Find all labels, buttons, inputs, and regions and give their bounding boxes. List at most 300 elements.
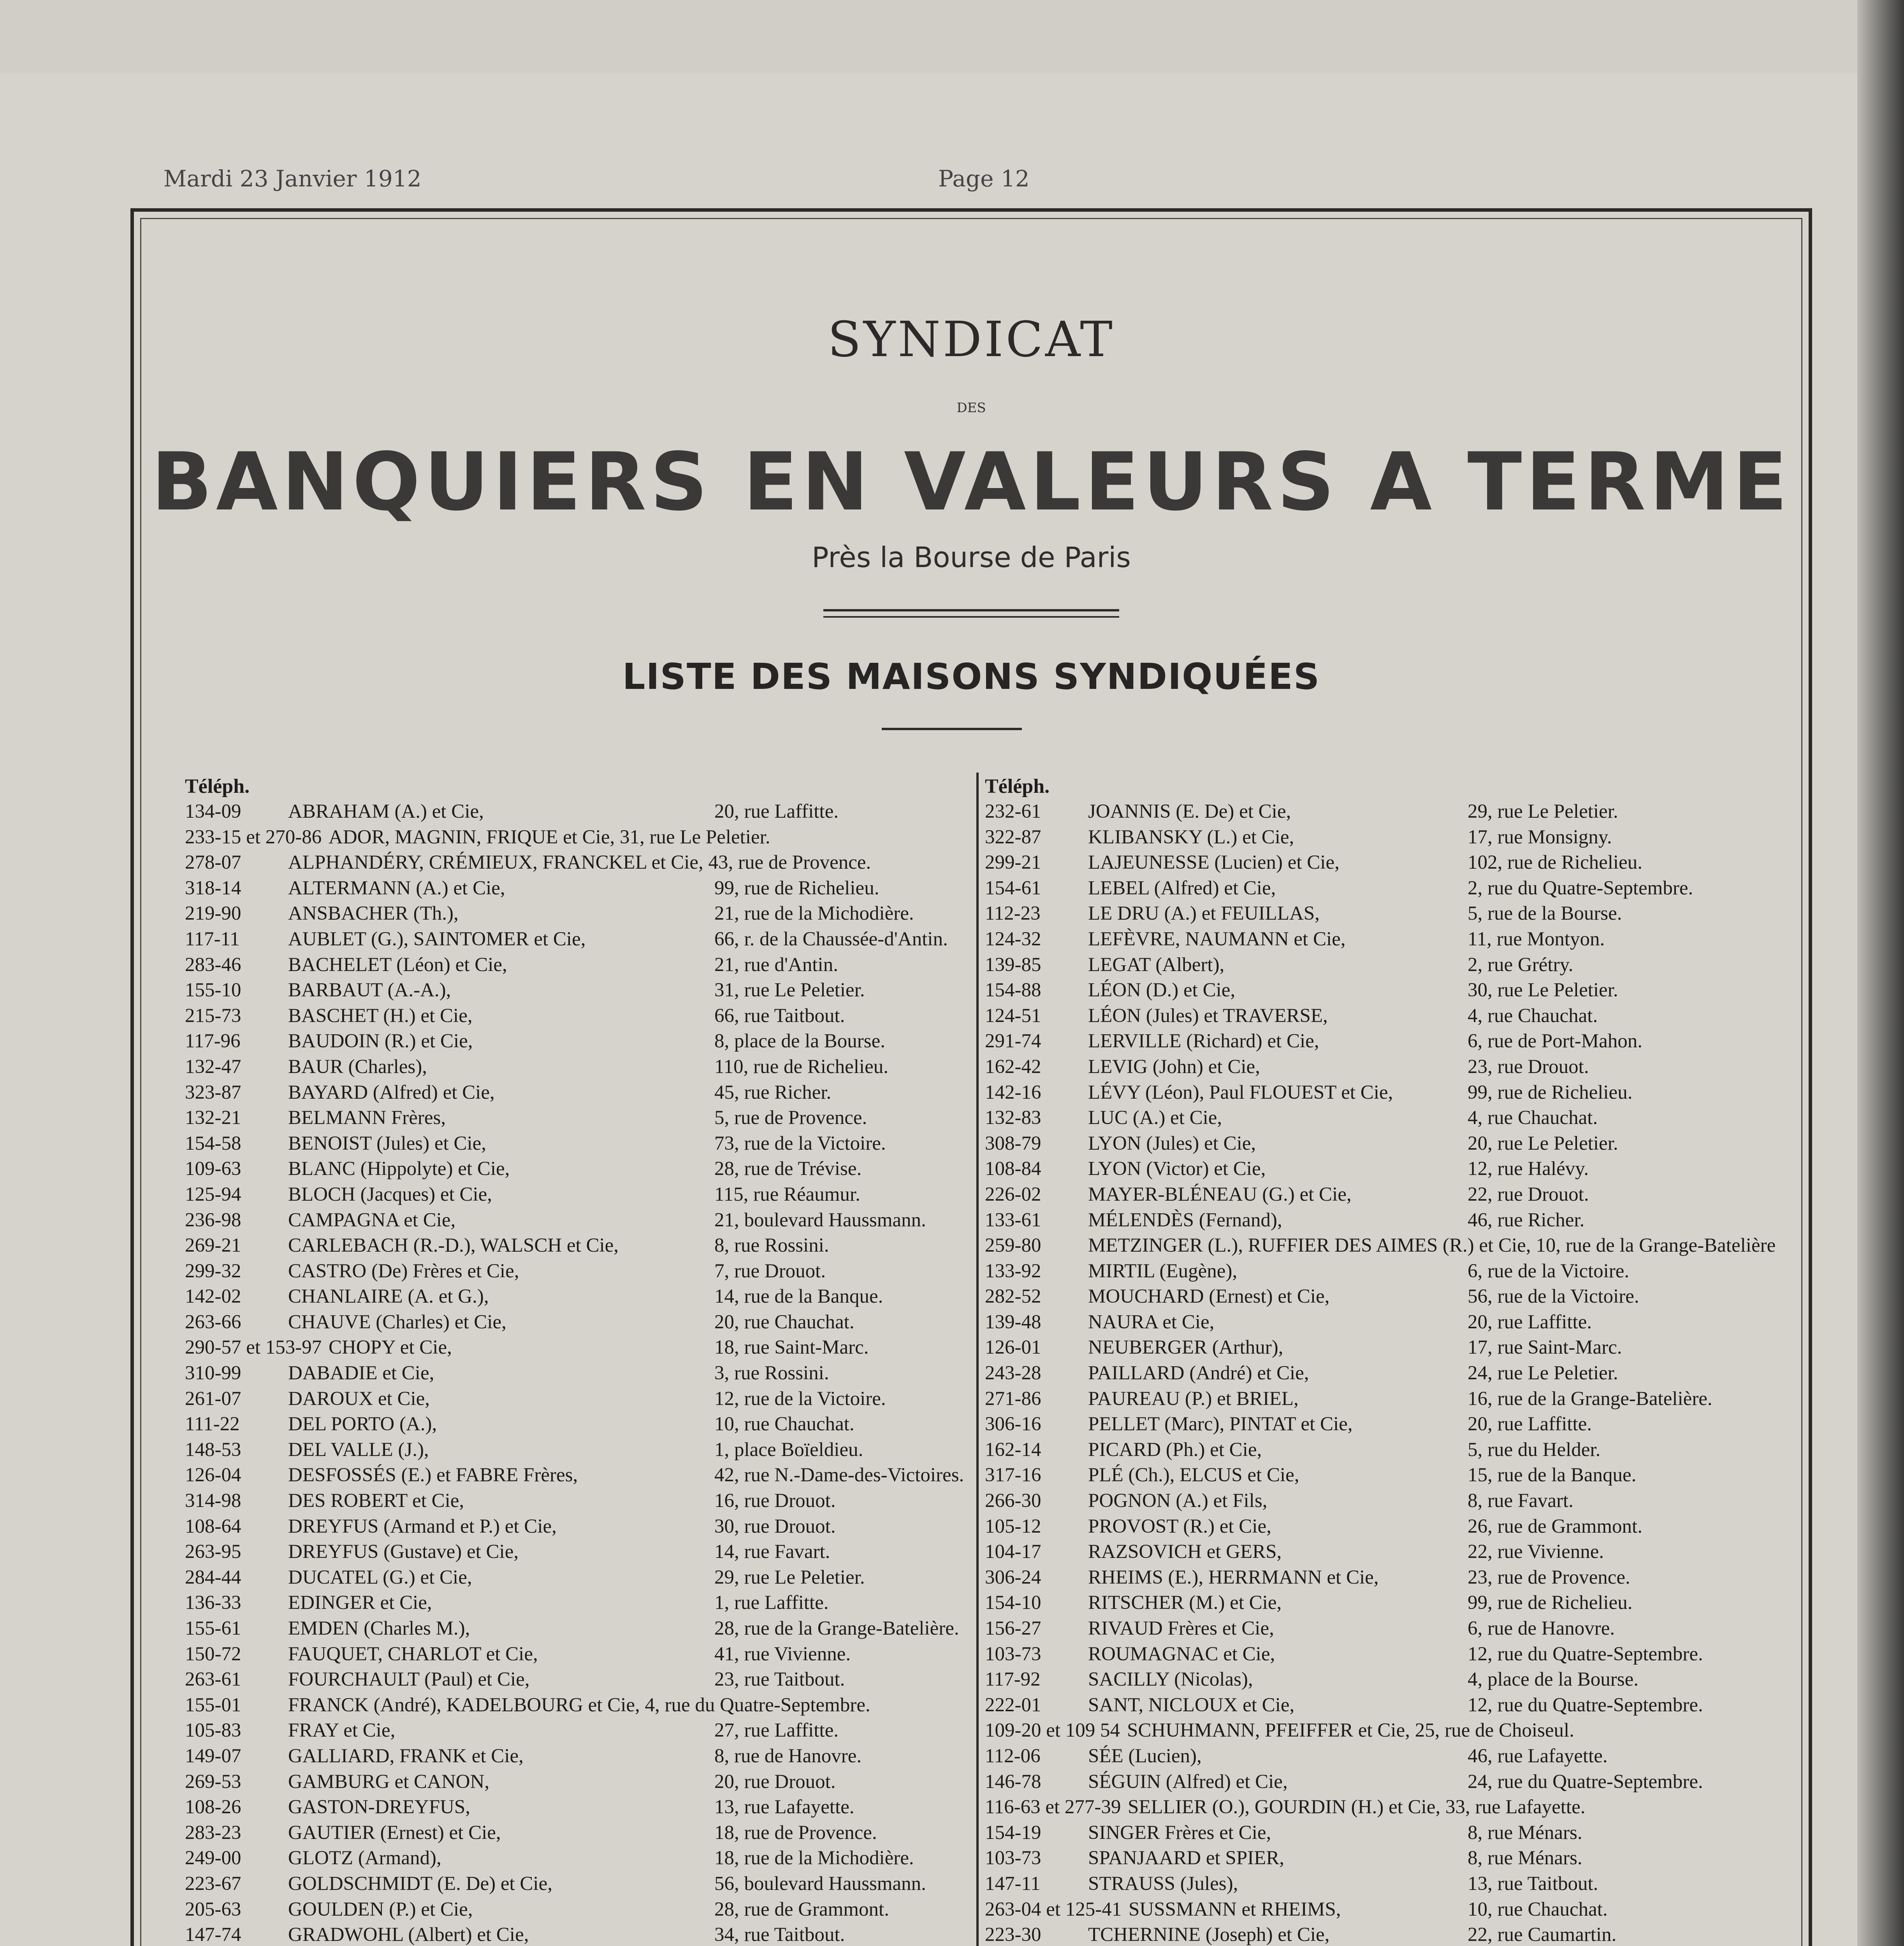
member-row <box>185 1386 886 1412</box>
firm-name: BARBAUT (A.-A.), <box>288 979 451 1001</box>
firm-name: SANT, NICLOUX et Cie, <box>1088 1694 1295 1716</box>
telephone-number: 249-00 <box>185 1847 241 1869</box>
member-row <box>185 978 865 1003</box>
firm-name: LÉON (Jules) et TRAVERSE, <box>1088 1005 1328 1027</box>
firm-address: 27, rue Laffitte. <box>714 1719 839 1742</box>
telephone-number: 284-44 <box>185 1566 241 1588</box>
telephone-number: 117-96 <box>185 1030 241 1052</box>
firm-name: GLOTZ (Armand), <box>288 1847 441 1869</box>
telephone-number: 259-80 <box>985 1235 1041 1257</box>
firm-address: 45, rue Richer. <box>714 1081 832 1103</box>
member-row <box>985 1744 1608 1769</box>
firm-name: EMDEN (Charles M.), <box>288 1618 470 1639</box>
telephone-number: 308-79 <box>985 1132 1041 1154</box>
column-divider <box>976 773 979 1946</box>
firm-name: NAURA et Cie, <box>1088 1311 1215 1333</box>
telephone-number: 136-33 <box>185 1592 241 1614</box>
firm-address: 4, place de la Bourse. <box>1468 1669 1639 1691</box>
telephone-number: 124-51 <box>985 1005 1041 1027</box>
member-row <box>185 1361 829 1386</box>
telephone-number: 263-95 <box>185 1541 241 1563</box>
telephone-number: 271-86 <box>985 1387 1041 1410</box>
telephone-number: 132-21 <box>185 1107 241 1129</box>
firm-name: LUC (A.) et Cie, <box>1088 1107 1222 1129</box>
telephone-number: 103-73 <box>985 1847 1041 1869</box>
member-row <box>185 1131 886 1157</box>
telephone-header: Téléph. <box>985 775 1050 797</box>
member-row <box>985 1335 1622 1361</box>
telephone-number: 109-63 <box>185 1158 241 1180</box>
firm-address: 5, rue de Provence. <box>714 1107 867 1129</box>
telephone-number: 139-85 <box>985 954 1041 976</box>
member-row <box>985 1871 1598 1897</box>
firm-address: 6, rue de Port-Mahon. <box>1468 1030 1642 1052</box>
member-row <box>185 1208 926 1233</box>
telephone-number: 263-04 et 125-41 <box>985 1898 1122 1920</box>
member-row <box>185 1693 870 1718</box>
firm-name: DREYFUS (Armand et P.) et Cie, <box>288 1515 557 1537</box>
telephone-number: 111-22 <box>185 1413 240 1435</box>
firm-address: 17, rue Saint-Marc. <box>1468 1337 1622 1359</box>
firm-name: SPANJAARD et SPIER, <box>1088 1847 1284 1869</box>
member-row <box>185 1310 854 1335</box>
firm-name: KLIBANSKY (L.) et Cie, <box>1088 826 1294 848</box>
firm-name: PLÉ (Ch.), ELCUS et Cie, <box>1088 1464 1299 1486</box>
telephone-number: 299-32 <box>185 1260 241 1282</box>
telephone-number: 318-14 <box>185 877 241 899</box>
telephone-number: 317-16 <box>985 1464 1041 1486</box>
telephone-number: 263-61 <box>185 1669 241 1691</box>
firm-address: 16, rue de la Grange-Batelière. <box>1468 1387 1712 1410</box>
member-row <box>985 1488 1573 1514</box>
firm-address: 30, rue Le Peletier. <box>1468 979 1618 1001</box>
telephone-number: 155-10 <box>185 979 241 1001</box>
firm-address: 3, rue Rossini. <box>714 1362 829 1384</box>
firm-name: BAYARD (Alfred) et Cie, <box>288 1081 495 1103</box>
telephone-number: 149-07 <box>185 1745 241 1767</box>
member-row <box>985 1310 1592 1335</box>
member-row <box>985 1182 1589 1208</box>
page-top-margin <box>0 0 1904 74</box>
member-row <box>185 1335 869 1361</box>
member-row <box>985 1054 1589 1080</box>
telephone-number: 236-98 <box>185 1209 241 1231</box>
telephone-number: 154-88 <box>985 979 1041 1001</box>
telephone-number: 323-87 <box>185 1081 241 1103</box>
firm-address: 23, rue Taitbout. <box>714 1669 845 1691</box>
firm-name: DES ROBERT et Cie, <box>288 1490 464 1512</box>
member-row <box>985 1080 1633 1106</box>
firm-address: 14, rue Favart. <box>714 1541 830 1563</box>
firm-address: 1, rue Laffitte. <box>714 1592 829 1614</box>
firm-name: BASCHET (H.) et Cie, <box>288 1005 473 1027</box>
firm-name: LE DRU (A.) et FEUILLAS, <box>1088 903 1320 925</box>
title-bourse: Près la Bourse de Paris <box>812 541 1131 574</box>
firm-address: 4, rue Chauchat. <box>1468 1107 1598 1129</box>
firm-address: 1, place Boïeldieu. <box>714 1438 863 1461</box>
telephone-number: 269-21 <box>185 1235 241 1257</box>
title-banquiers: BANQUIERS EN VALEURS A TERME <box>151 436 1791 529</box>
firm-name: RHEIMS (E.), HERRMANN et Cie, <box>1088 1566 1379 1588</box>
firm-address: 18, rue de la Michodière. <box>714 1847 914 1869</box>
firm-name: DABADIE et Cie, <box>288 1362 434 1384</box>
telephone-number: 142-16 <box>985 1081 1041 1103</box>
telephone-number: 133-92 <box>985 1260 1041 1282</box>
firm-address: 41, rue Vivienne. <box>714 1643 851 1665</box>
telephone-number: 299-21 <box>985 852 1041 874</box>
member-row <box>185 1820 877 1846</box>
member-row <box>185 1590 829 1616</box>
member-row <box>185 1105 867 1131</box>
telephone-number: 232-61 <box>985 801 1041 822</box>
telephone-number: 148-53 <box>185 1438 241 1461</box>
telephone-number: 215-73 <box>185 1005 241 1027</box>
firm-name: PAILLARD (André) et Cie, <box>1088 1362 1309 1384</box>
member-row <box>185 1233 829 1259</box>
firm-name: DEL VALLE (J.), <box>288 1438 429 1461</box>
header-page-number: Page 12 <box>938 165 1030 192</box>
telephone-number: 156-27 <box>985 1618 1041 1639</box>
member-row <box>985 1565 1630 1591</box>
list-title-rule <box>882 728 1022 730</box>
firm-name: MAYER-BLÉNEAU (G.) et Cie, <box>1088 1183 1352 1205</box>
member-row <box>185 901 914 927</box>
member-row <box>985 1029 1642 1054</box>
member-row <box>185 1003 845 1029</box>
list-title: LISTE DES MAISONS SYNDIQUÉES <box>622 656 1320 697</box>
firm-address: 46, rue Richer. <box>1468 1209 1585 1231</box>
firm-name: DEL PORTO (A.), <box>288 1413 437 1435</box>
telephone-number: 112-23 <box>985 903 1041 925</box>
firm-name: LEGAT (Albert), <box>1088 954 1225 976</box>
firm-address: 56, boulevard Haussmann. <box>714 1872 926 1895</box>
member-row <box>185 1182 860 1208</box>
member-row <box>985 901 1622 927</box>
firm-name: ADOR, MAGNIN, FRIQUE et Cie, 31, rue Le Peletier. <box>329 826 770 848</box>
telephone-number: 150-72 <box>185 1643 241 1665</box>
member-row <box>985 1105 1598 1131</box>
firm-address: 29, rue Le Peletier. <box>1468 801 1618 822</box>
telephone-number: 261-07 <box>185 1387 241 1410</box>
telephone-number: 290-57 et 153-97 <box>185 1337 322 1359</box>
member-row <box>185 876 879 901</box>
firm-address: 28, rue de la Grange-Batelière. <box>714 1618 959 1639</box>
firm-name: METZINGER (L.), RUFFIER DES AIMES (R.) et Cie, 10, rue de la Grange-Batelière <box>1088 1235 1776 1257</box>
telephone-number: 142-02 <box>185 1286 241 1308</box>
telephone-number: 233-15 et 270-86 <box>185 826 322 848</box>
firm-name: POGNON (A.) et Fils, <box>1088 1490 1268 1512</box>
firm-address: 24, rue Le Peletier. <box>1468 1362 1618 1384</box>
firm-name: DAROUX et Cie, <box>288 1387 430 1410</box>
firm-name: STRAUSS (Jules), <box>1088 1872 1238 1895</box>
title-syndicat: SYNDICAT <box>828 311 1115 368</box>
firm-name: DREYFUS (Gustave) et Cie, <box>288 1541 519 1563</box>
firm-address: 15, rue de la Banque. <box>1468 1464 1637 1486</box>
telephone-number: 108-26 <box>185 1796 241 1818</box>
telephone-number: 132-83 <box>985 1107 1041 1129</box>
member-row <box>985 1233 1776 1259</box>
telephone-number: 124-32 <box>985 928 1041 950</box>
member-row <box>985 1642 1703 1667</box>
member-row <box>985 1667 1639 1693</box>
telephone-number: 125-94 <box>185 1183 241 1205</box>
firm-name: GOLDSCHMIDT (E. De) et Cie, <box>288 1872 552 1895</box>
firm-name: SUSSMANN et RHEIMS, <box>1129 1898 1341 1920</box>
member-row <box>185 1080 832 1106</box>
telephone-number: 103-73 <box>985 1643 1041 1665</box>
telephone-number: 314-98 <box>185 1490 241 1512</box>
telephone-number: 283-23 <box>185 1821 241 1844</box>
member-row <box>185 1795 854 1820</box>
firm-name: MIRTIL (Eugène), <box>1088 1260 1238 1282</box>
telephone-number: 269-53 <box>185 1770 241 1793</box>
member-row <box>985 1820 1582 1846</box>
firm-name: RIVAUD Frères et Cie, <box>1088 1618 1274 1639</box>
member-row <box>185 1744 862 1769</box>
telephone-number: 205-63 <box>185 1898 241 1920</box>
firm-name: LAJEUNESSE (Lucien) et Cie, <box>1088 852 1340 874</box>
firm-address: 2, rue Grétry. <box>1468 954 1573 976</box>
firm-address: 20, rue Chauchat. <box>714 1311 854 1333</box>
telephone-number: 139-48 <box>985 1311 1041 1333</box>
member-row <box>185 1897 889 1923</box>
telephone-number: 104-17 <box>985 1541 1041 1563</box>
firm-address: 4, rue Chauchat. <box>1468 1005 1598 1027</box>
telephone-number: 105-83 <box>185 1719 241 1742</box>
member-row <box>985 1437 1601 1463</box>
firm-address: 99, rue de Richelieu. <box>714 877 879 899</box>
member-row <box>985 825 1612 850</box>
telephone-number: 306-24 <box>985 1566 1041 1588</box>
telephone-header: Téléph. <box>185 775 250 797</box>
member-row <box>185 1539 830 1565</box>
firm-name: SACILLY (Nicolas), <box>1088 1669 1253 1691</box>
firm-name: LEBEL (Alfred) et Cie, <box>1088 877 1276 899</box>
firm-address: 21, rue de la Michodière. <box>714 903 914 925</box>
firm-address: 73, rue de la Victoire. <box>714 1132 886 1154</box>
telephone-number: 108-84 <box>985 1158 1041 1180</box>
firm-name: PICARD (Ph.) et Cie, <box>1088 1438 1262 1461</box>
firm-name: PAUREAU (P.) et BRIEL, <box>1088 1387 1299 1410</box>
firm-address: 23, rue de Provence. <box>1468 1566 1630 1588</box>
member-row <box>985 1897 1608 1923</box>
member-row <box>985 978 1618 1003</box>
firm-address: 22, rue Caumartin. <box>1468 1924 1617 1946</box>
telephone-number: 133-61 <box>985 1209 1041 1231</box>
member-row <box>985 850 1642 876</box>
member-row <box>185 1667 845 1693</box>
telephone-number: 283-46 <box>185 954 241 976</box>
member-row <box>185 927 948 952</box>
member-row <box>185 1871 926 1897</box>
firm-address: 10, rue Chauchat. <box>1468 1898 1608 1920</box>
telephone-number: 154-19 <box>985 1821 1041 1844</box>
member-row <box>185 1642 851 1667</box>
rows-left <box>185 799 964 1946</box>
telephone-number: 162-14 <box>985 1438 1041 1461</box>
firm-address: 18, rue Saint-Marc. <box>714 1337 869 1359</box>
telephone-number: 306-16 <box>985 1413 1041 1435</box>
telephone-number: 266-30 <box>985 1490 1041 1512</box>
firm-name: GALLIARD, FRANK et Cie, <box>288 1745 524 1767</box>
member-row <box>985 1922 1617 1946</box>
member-row <box>985 1590 1633 1616</box>
firm-address: 30, rue Drouot. <box>714 1515 836 1537</box>
firm-address: 20, rue Laffitte. <box>1468 1311 1592 1333</box>
telephone-number: 105-12 <box>985 1515 1041 1537</box>
firm-address: 16, rue Drouot. <box>714 1490 836 1512</box>
firm-name: BLANC (Hippolyte) et Cie, <box>288 1158 510 1180</box>
member-row <box>185 1769 836 1795</box>
firm-name: CHANLAIRE (A. et G.), <box>288 1286 489 1308</box>
firm-address: 5, rue du Helder. <box>1468 1438 1601 1461</box>
firm-name: ABRAHAM (A.) et Cie, <box>288 801 484 822</box>
firm-address: 10, rue Chauchat. <box>714 1413 854 1435</box>
firm-name: GOULDEN (P.) et Cie, <box>288 1898 473 1920</box>
member-row <box>185 1029 886 1054</box>
member-row <box>985 1003 1598 1029</box>
firm-address: 8, rue Rossini. <box>714 1235 829 1257</box>
telephone-number: 116-63 et 277-39 <box>985 1796 1121 1818</box>
firm-address: 34, rue Taitbout. <box>714 1924 845 1946</box>
firm-name: LYON (Jules) et Cie, <box>1088 1132 1256 1154</box>
member-row <box>185 952 838 978</box>
firm-address: 5, rue de la Bourse. <box>1468 903 1622 925</box>
firm-name: GRADWOHL (Albert) et Cie, <box>288 1924 529 1946</box>
firm-address: 12, rue du Quatre-Septembre. <box>1468 1643 1703 1665</box>
firm-address: 8, rue de Hanovre. <box>714 1745 862 1767</box>
firm-name: CHAUVE (Charles) et Cie, <box>288 1311 506 1333</box>
telephone-number: 134-09 <box>185 801 241 822</box>
member-row <box>185 1488 836 1514</box>
firm-name: DUCATEL (G.) et Cie, <box>288 1566 472 1588</box>
firm-address: 12, rue de la Victoire. <box>714 1387 886 1410</box>
telephone-number: 219-90 <box>185 903 241 925</box>
member-row <box>185 1718 839 1744</box>
firm-name: PELLET (Marc), PINTAT et Cie, <box>1088 1413 1353 1435</box>
telephone-number: 126-01 <box>985 1337 1041 1359</box>
firm-name: LÉON (D.) et Cie, <box>1088 979 1236 1001</box>
member-row <box>985 952 1573 978</box>
telephone-number: 263-66 <box>185 1311 241 1333</box>
member-row <box>185 1565 865 1591</box>
firm-address: 31, rue Le Peletier. <box>714 979 865 1001</box>
telephone-number: 310-99 <box>185 1362 241 1384</box>
firm-name: SINGER Frères et Cie, <box>1088 1821 1271 1844</box>
telephone-number: 162-42 <box>985 1056 1041 1078</box>
firm-address: 11, rue Montyon. <box>1468 928 1605 950</box>
telephone-number: 132-47 <box>185 1056 241 1078</box>
firm-address: 8, rue Favart. <box>1468 1490 1573 1512</box>
firm-name: JOANNIS (E. De) et Cie, <box>1088 801 1291 822</box>
firm-address: 20, rue Drouot. <box>714 1770 836 1793</box>
firm-address: 99, rue de Richelieu. <box>1468 1081 1633 1103</box>
member-row <box>185 1922 845 1946</box>
firm-name: GASTON-DREYFUS, <box>288 1796 471 1818</box>
telephone-number: 223-30 <box>985 1924 1041 1946</box>
firm-address: 102, rue de Richelieu. <box>1468 852 1642 874</box>
telephone-number: 109-20 et 109 54 <box>985 1719 1120 1742</box>
telephone-number: 154-10 <box>985 1592 1041 1614</box>
member-row <box>185 1054 889 1080</box>
member-row <box>985 927 1605 952</box>
member-row <box>985 1131 1618 1157</box>
member-row <box>185 850 871 876</box>
member-row <box>985 1693 1703 1718</box>
telephone-number: 147-11 <box>985 1872 1041 1895</box>
firm-address: 115, rue Réaumur. <box>714 1183 860 1205</box>
firm-name: NEUBERGER (Arthur), <box>1088 1337 1283 1359</box>
firm-address: 13, rue Lafayette. <box>714 1796 854 1818</box>
firm-name: DESFOSSÉS (E.) et FABRE Frères, <box>288 1464 578 1486</box>
members-list-right <box>985 775 1776 1946</box>
telephone-number: 117-11 <box>185 928 240 950</box>
firm-address: 28, rue de Trévise. <box>714 1158 862 1180</box>
telephone-number: 108-64 <box>185 1515 241 1537</box>
firm-name: MOUCHARD (Ernest) et Cie, <box>1088 1286 1330 1308</box>
telephone-number: 322-87 <box>985 826 1041 848</box>
firm-address: 8, place de la Bourse. <box>714 1030 886 1052</box>
firm-address: 23, rue Drouot. <box>1468 1056 1589 1078</box>
firm-address: 24, rue du Quatre-Septembre. <box>1468 1770 1703 1793</box>
telephone-number: 243-28 <box>985 1362 1041 1384</box>
telephone-number: 117-92 <box>985 1669 1041 1691</box>
firm-address: 21, rue d'Antin. <box>714 954 838 976</box>
firm-address: 13, rue Taitbout. <box>1468 1872 1598 1895</box>
firm-address: 66, rue Taitbout. <box>714 1005 845 1027</box>
firm-address: 56, rue de la Victoire. <box>1468 1286 1639 1308</box>
firm-address: 7, rue Drouot. <box>714 1260 826 1282</box>
firm-name: CAMPAGNA et Cie, <box>288 1209 456 1231</box>
member-row <box>985 1208 1585 1233</box>
firm-name: BACHELET (Léon) et Cie, <box>288 954 507 976</box>
firm-address: 6, rue de la Victoire. <box>1468 1260 1630 1282</box>
firm-name: BAUR (Charles), <box>288 1056 427 1078</box>
firm-address: 8, rue Ménars. <box>1468 1821 1582 1844</box>
firm-address: 28, rue de Grammont. <box>714 1898 889 1920</box>
members-list-left <box>185 775 964 1946</box>
member-row <box>985 1412 1592 1437</box>
firm-address: 110, rue de Richelieu. <box>714 1056 889 1078</box>
firm-name: CASTRO (De) Frères et Cie, <box>288 1260 519 1282</box>
telephone-number: 155-61 <box>185 1618 241 1639</box>
firm-address: 26, rue de Grammont. <box>1468 1515 1642 1537</box>
member-row <box>185 1463 964 1488</box>
page-right-edge <box>1857 0 1904 1946</box>
title-rule-top <box>823 609 1119 611</box>
firm-name: ROUMAGNAC et Cie, <box>1088 1643 1275 1665</box>
telephone-number: 226-02 <box>985 1183 1041 1205</box>
member-row <box>985 1386 1712 1412</box>
member-row <box>985 1616 1615 1642</box>
firm-name: BELMANN Frères, <box>288 1107 446 1129</box>
firm-address: 42, rue N.-Dame-des-Victoires. <box>714 1464 964 1486</box>
firm-name: ALPHANDÉRY, CRÉMIEUX, FRANCKEL et Cie, 43, rue de Provence. <box>288 852 871 874</box>
firm-name: LÉVY (Léon), Paul FLOUEST et Cie, <box>1088 1081 1393 1103</box>
firm-name: GAUTIER (Ernest) et Cie, <box>288 1821 501 1844</box>
firm-name: BLOCH (Jacques) et Cie, <box>288 1183 492 1205</box>
telephone-number: 154-61 <box>985 877 1041 899</box>
rows-right <box>985 799 1776 1946</box>
firm-address: 12, rue Halévy. <box>1468 1158 1589 1180</box>
member-row <box>985 876 1693 901</box>
member-row <box>985 1769 1703 1795</box>
member-row <box>185 1846 914 1871</box>
member-row <box>985 1463 1637 1488</box>
firm-name: FOURCHAULT (Paul) et Cie, <box>288 1669 530 1691</box>
firm-name: CARLEBACH (R.-D.), WALSCH et Cie, <box>288 1235 619 1257</box>
firm-name: RITSCHER (M.) et Cie, <box>1088 1592 1282 1614</box>
